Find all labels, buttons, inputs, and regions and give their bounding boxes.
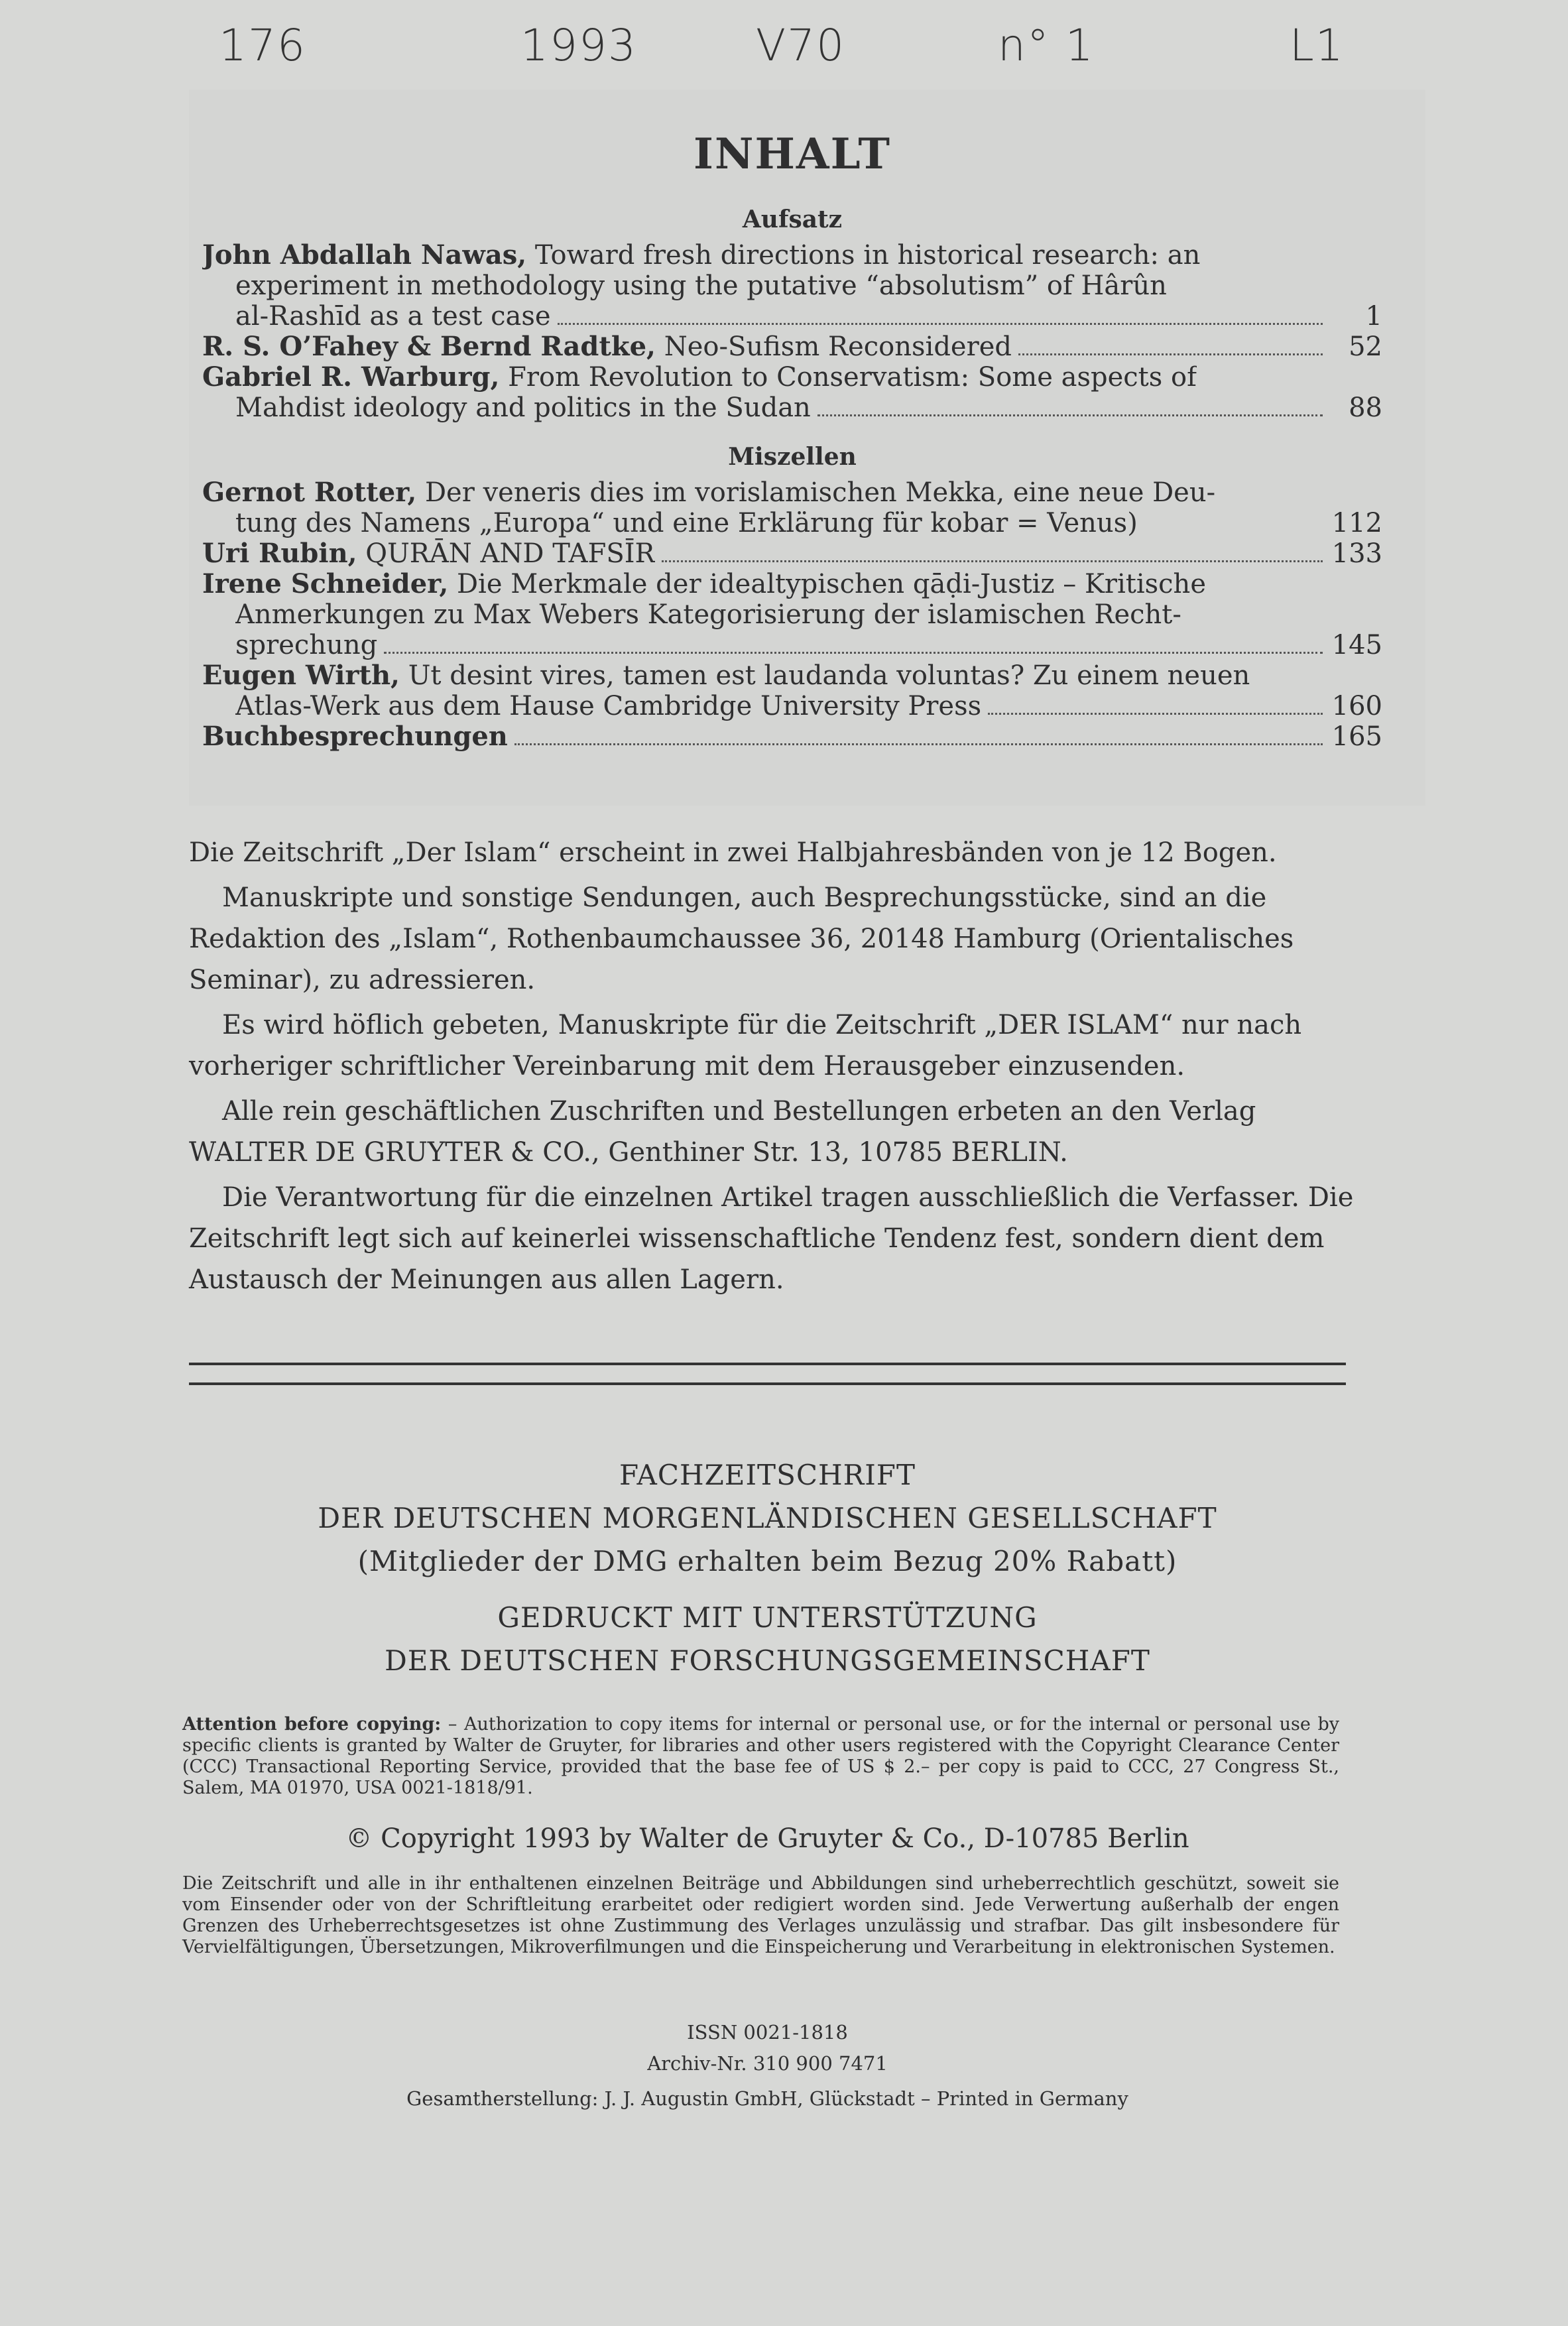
- entry-title-line: Anmerkungen zu Max Webers Kategorisierung der islamischen Recht-: [235, 599, 1181, 630]
- toc-entry: [202, 721, 1382, 752]
- note-paragraph: Es wird höflich gebeten, Manuskripte für die Zeitschrift „DER ISLAM“ nur nach vorheriger schriftlicher Vereinbarung mit dem Herausgeber einzusenden.: [189, 1010, 1302, 1081]
- handwritten-issue: n° 1: [998, 20, 1095, 71]
- entry-title-line: Toward fresh directions in historical research: an: [534, 240, 1201, 271]
- entry-author: Irene Schneider,: [202, 569, 449, 599]
- divider-rule: [189, 1382, 1346, 1385]
- entry-author: Gabriel R. Warburg,: [202, 362, 500, 393]
- society-name: DER DEUTSCHEN MORGENLÄNDISCHEN GESELLSCHAFT: [318, 1502, 1217, 1534]
- production-credit: Gesamtherstellung: J. J. Augustin GmbH, Glückstadt – Printed in Germany: [406, 2087, 1128, 2110]
- toc-entry: [202, 362, 1382, 423]
- editorial-notes: [189, 832, 1356, 1304]
- entry-page: 160: [1331, 691, 1382, 721]
- support-line-2: DER DEUTSCHEN FORSCHUNGSGEMEINSCHAFT: [385, 1644, 1150, 1677]
- handwritten-code: L1: [1290, 20, 1345, 71]
- entry-title-line: experiment in methodology using the putative “absolutism” of Hârûn: [235, 271, 1167, 301]
- entry-page: 112: [1331, 508, 1382, 538]
- toc-entry: [202, 660, 1382, 721]
- rights-notice: Die Zeitschrift und alle in ihr enthaltenen einzelnen Beiträge und Abbildungen sind urheberrechtlich geschützt, soweit sie vom Einsender oder von der Schriftleitung erarbeitet oder redigiert worden sind. Jede Verwertung außerhalb der engen Grenzen des Urheberrechtsgesetzes ist ohne Zustimmung des Verlages unzulässig und strafbar. Das gilt insbesondere für Vervielfältigungen, Übersetzungen, Mikroverfilmungen und die Einspeicherung und Verarbeitung in elektronischen Systemen.: [182, 1873, 1339, 1957]
- entry-author: Eugen Wirth,: [202, 660, 400, 691]
- entry-title-line: al-Rashīd as a test case: [235, 301, 551, 332]
- note-paragraph: Die Verantwortung für die einzelnen Artikel tragen ausschließlich die Verfasser. Die Zeitschrift legt sich auf keinerlei wissenschaftliche Tendenz fest, sondern dient dem Austausch der Meinungen aus allen Lagern.: [189, 1182, 1354, 1295]
- toc-entry: [202, 569, 1382, 660]
- copying-notice: [182, 1714, 1339, 1799]
- entry-title-line: Atlas-Werk aus dem Hause Cambridge University Press: [235, 691, 982, 721]
- entry-title-line: Mahdist ideology and politics in the Sudan: [235, 393, 811, 423]
- table-of-contents: [189, 90, 1425, 806]
- toc-entry: [202, 240, 1382, 332]
- entry-page: 88: [1349, 393, 1382, 423]
- entry-title-line: sprechung: [235, 630, 378, 660]
- toc-title: INHALT: [694, 129, 891, 179]
- toc-entry: [202, 538, 1382, 569]
- member-discount: (Mitglieder der DMG erhalten beim Bezug 20% Rabatt): [357, 1545, 1177, 1577]
- copying-notice-text: – Authorization to copy items for internal or personal use, or for the internal or personal use by specific clients is granted by Walter de Gruyter, for libraries and other users registered with the Copyright Clearance Center (CCC) Transactional Reporting Service, provided that the base fee of US $ 2.– per copy is paid to CCC, 27 Congress St., Salem, MA 01970, USA 0021-1818/91.: [182, 1714, 1339, 1798]
- note-paragraph: Manuskripte und sonstige Sendungen, auch Besprechungsstücke, sind an die Redaktion des „Islam“, Rothenbaumchaussee 36, 20148 Hamburg (Orientalisches Seminar), zu adressieren.: [189, 883, 1294, 995]
- support-line-1: GEDRUCKT MIT UNTERSTÜTZUNG: [497, 1601, 1038, 1634]
- issn: ISSN 0021-1818: [687, 2021, 848, 2044]
- note-paragraph: Die Zeitschrift „Der Islam“ erscheint in zwei Halbjahresbänden von je 12 Bogen.: [189, 837, 1277, 868]
- entry-author: R. S. O’Fahey & Bernd Radtke,: [202, 332, 656, 362]
- entry-page: 145: [1331, 630, 1382, 660]
- journal-type: FACHZEITSCHRIFT: [619, 1459, 916, 1491]
- archive-number: Archiv-Nr. 310 900 7471: [647, 2052, 888, 2075]
- divider-rule: [189, 1363, 1346, 1365]
- toc-entry: [202, 477, 1382, 538]
- entry-author: Uri Rubin,: [202, 538, 357, 569]
- handwritten-year: 1993: [520, 20, 637, 71]
- toc-entry: [202, 332, 1382, 362]
- entry-title-line: From Revolution to Conservatism: Some aspects of: [508, 362, 1197, 393]
- handwritten-note: 176: [219, 20, 306, 71]
- entry-author: Gernot Rotter,: [202, 477, 417, 508]
- entry-author: John Abdallah Nawas,: [202, 240, 527, 271]
- entry-title-line: Neo-Sufism Reconsidered: [664, 332, 1012, 362]
- entry-title-line: Die Merkmale der idealtypischen qāḍi-Justiz – Kritische: [456, 569, 1206, 599]
- entry-author: Buchbesprechungen: [202, 721, 508, 752]
- entry-page: 165: [1331, 721, 1382, 752]
- copying-notice-label: Attention before copying:: [182, 1714, 442, 1735]
- handwritten-volume: V70: [756, 20, 846, 71]
- section-heading: Aufsatz: [742, 206, 843, 233]
- entry-title-line: tung des Namens „Europa“ und eine Erklärung für kobar = Venus): [235, 508, 1138, 538]
- entry-title-line: QURĀN AND TAFSĪR: [365, 538, 655, 569]
- entry-page: 1: [1365, 301, 1382, 332]
- note-paragraph: Alle rein geschäftlichen Zuschriften und Bestellungen erbeten an den Verlag WALTER DE GRUYTER & CO., Genthiner Str. 13, 10785 BERLIN.: [189, 1096, 1256, 1168]
- copyright-line: © Copyright 1993 by Walter de Gruyter & Co., D-10785 Berlin: [345, 1823, 1189, 1854]
- entry-page: 52: [1349, 332, 1382, 362]
- entry-page: 133: [1331, 538, 1382, 569]
- entry-title-line: Ut desint vires, tamen est laudanda voluntas? Zu einem neuen: [408, 660, 1250, 691]
- entry-title-line: Der veneris dies im vorislamischen Mekka, eine neue Deu-: [424, 477, 1216, 508]
- section-heading: Miszellen: [728, 443, 857, 471]
